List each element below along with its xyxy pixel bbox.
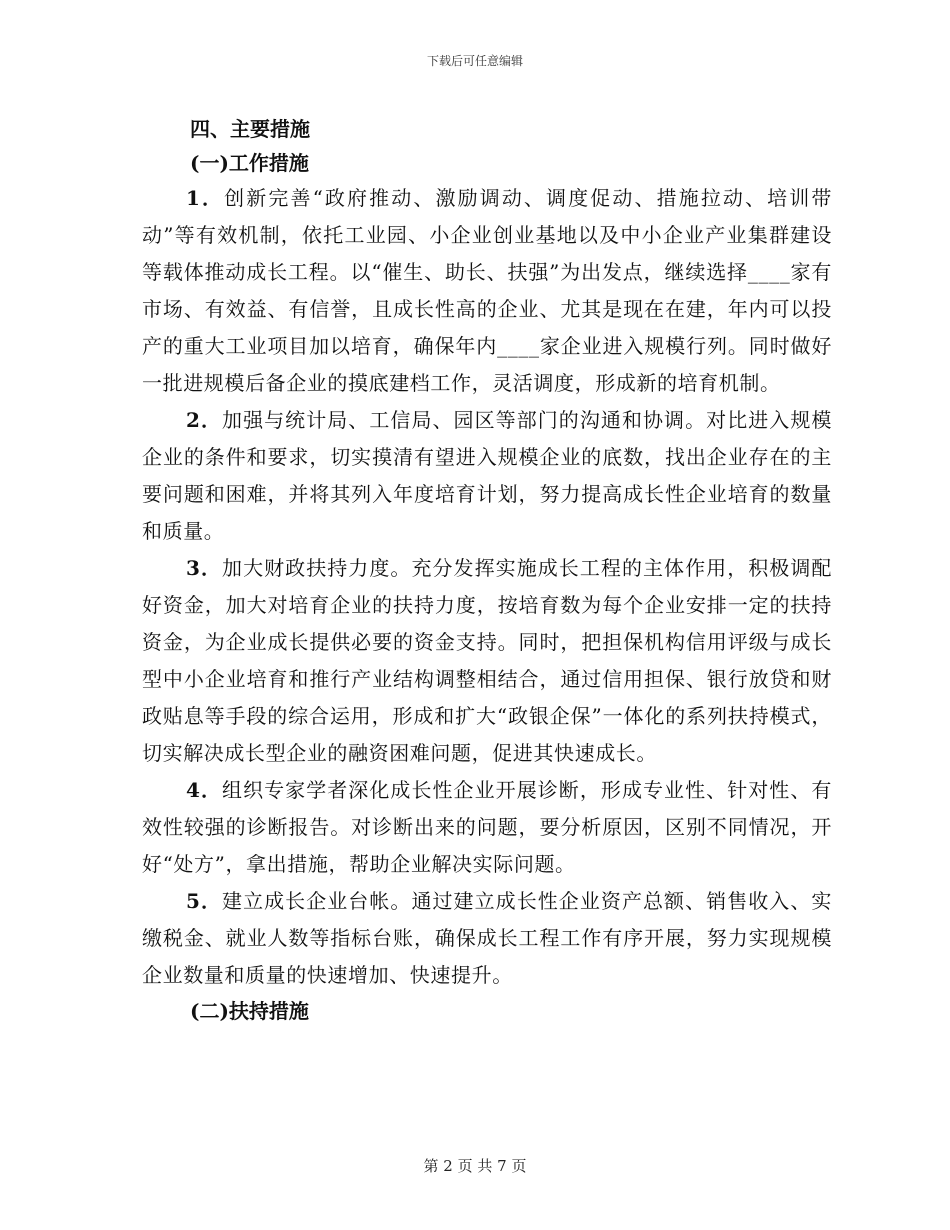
paragraph-item-3 xyxy=(142,550,832,772)
subsection-title-work: (一)工作措施 xyxy=(190,151,309,175)
item-text: 家有市场、有效益、有信誉，且成长性高的企业、尤其是现在在建，年内可以投产的重大工业项目加以培育，确保年内 xyxy=(142,260,832,358)
fill-blank: ____ xyxy=(497,334,540,358)
header-note: 下载后可任意编辑 xyxy=(426,54,523,68)
item-number: 2． xyxy=(186,408,223,432)
item-number: 5． xyxy=(186,889,223,913)
item-text: 组织专家学者深化成长性企业开展诊断，形成专业性、针对性、有效性较强的诊断报告。对诊断出来的问题，要分析原因，区别不同情况，开好“处方”，拿出措施，帮助企业解决实际问题。 xyxy=(142,778,832,876)
item-number: 3． xyxy=(186,556,223,580)
item-number: 1． xyxy=(186,186,225,210)
paragraph-item-4 xyxy=(142,772,832,883)
paragraph-item-5 xyxy=(142,883,832,994)
item-text: 家企业进入规模行列。同时做好一批进规模后备企业的摸底建档工作，灵活调度，形成新的培育机制。 xyxy=(142,334,833,395)
document-body xyxy=(142,112,832,1028)
item-number: 4． xyxy=(186,778,223,802)
item-text: 创新完善“政府推动、激励调动、调度促动、措施拉动、培训带动”等有效机制，依托工业园、小企业创业基地以及中小企业产业集群建设等载体推动成长工程。以“催生、助长、扶强”为出发点，继续选择 xyxy=(142,186,832,284)
paragraph-item-2 xyxy=(142,402,832,550)
item-text: 加强与统计局、工信局、园区等部门的沟通和协调。对比进入规模企业的条件和要求，切实摸清有望进入规模企业的底数，找出企业存在的主要问题和困难，并将其列入年度培育计划，努力提高成长性企业培育的数量和质量。 xyxy=(142,408,832,543)
page-number: 第 2 页 共 7 页 xyxy=(423,1157,527,1175)
item-text: 加大财政扶持力度。充分发挥实施成长工程的主体作用，积极调配好资金，加大对培育企业的扶持力度，按培育数为每个企业安排一定的扶持资金，为企业成长提供必要的资金支持。同时，把担保机构信用评级与成长型中小企业培育和推行产业结构调整相结合，通过信用担保、银行放贷和财政贴息等手段的综合运用，形成和扩大“政银企保”一体化的系列扶持模式，切实解决成长型企业的融资困难问题，促进其快速成长。 xyxy=(142,556,832,765)
section-title: 四、主要措施 xyxy=(190,117,310,141)
paragraph-item-1 xyxy=(142,180,832,402)
subsection-title-support: (二)扶持措施 xyxy=(190,999,309,1023)
fill-blank: ____ xyxy=(747,260,791,284)
item-text: 建立成长企业台帐。通过建立成长性企业资产总额、销售收入、实缴税金、就业人数等指标台账，确保成长工程工作有序开展，努力实现规模企业数量和质量的快速增加、快速提升。 xyxy=(142,889,832,987)
